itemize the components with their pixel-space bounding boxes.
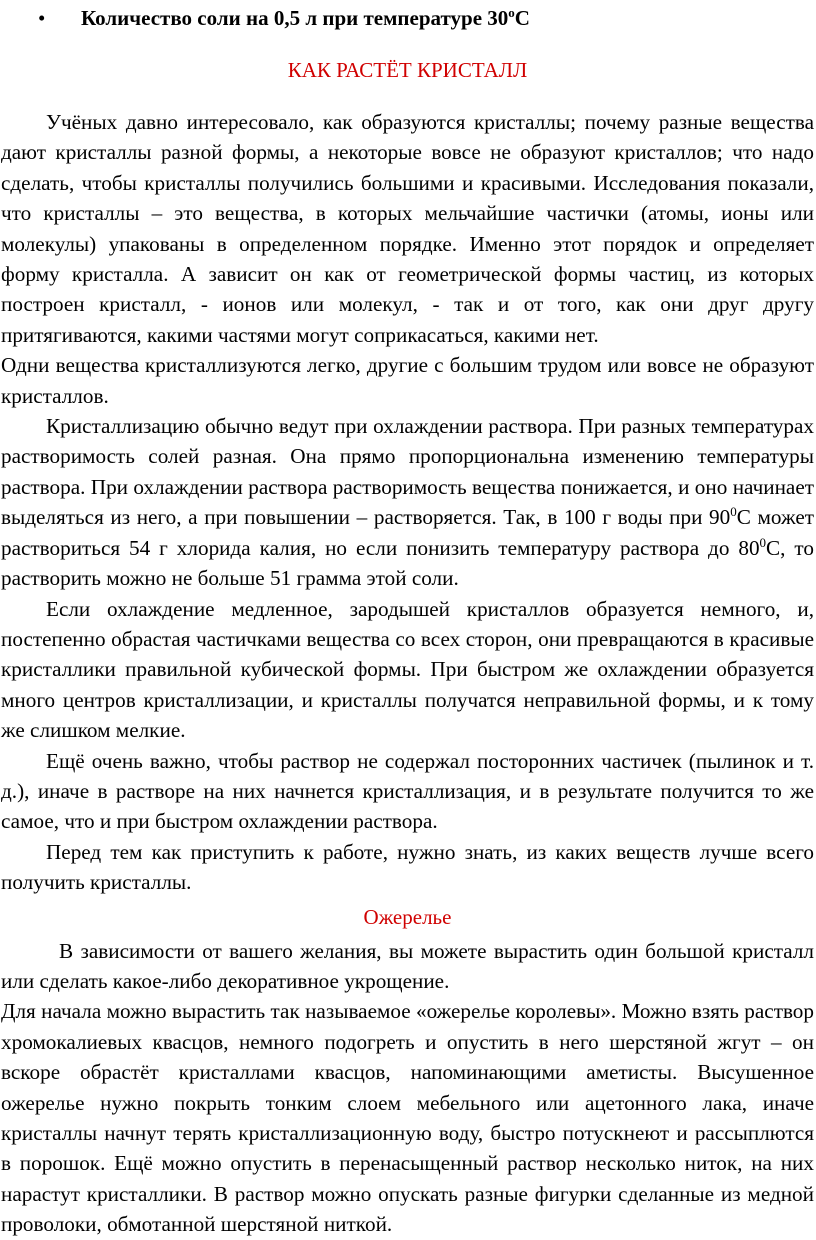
paragraph-cooling: Кристаллизацию обычно ведут при охлаждении раствора. При разных температурах растворимость солей разная. Она прямо пропорциональна изменению температуры раствора. При охлаждении раствора растворимость вещества понижается, и оно начинает выделяться из него, а при повышении – растворяется. Так, в 100 г воды при $90^0С$ может раствориться 54 г хлорида калия, но если понизить температуру раствора до $80^0С$, то растворить можно не больше 51 грамма этой соли.: [1, 414, 815, 591]
paragraph-necklace-method: Для начала можно вырастить так называемое «ожерелье королевы». Можно взять раствор хромокалиевых квасцов, немного подогреть и опустить в него шерстяной жгут – он вскоре обрастёт кристаллами квасцов, напоминающими аметисты. Высушенное ожерелье нужно покрыть тонким слоем мебельного или ацетонного лака, иначе кристаллы начнут терять кристаллизационную воду, быстро потускнеют и рассыплются в порошок. Ещё можно опустить в перенасыщенный раствор несколько ниток, на них нарастут кристаллики. В раствор можно опускать разные фигурки сделанные из медной проволоки, обмотанной шерстяной ниткой.: [1, 999, 814, 1237]
bullet-icon: •: [38, 6, 46, 30]
bullet-text: Количество соли на 0,5 л при температуре $30^оС$: [81, 5, 530, 30]
degree-superscript: о: [508, 5, 515, 20]
paragraph-slow-cooling: Если охлаждение медленное, зародышей кристаллов образуется немного, и, постепенно обрастая частичками вещества со всех сторон, они превращаются в красивые кристаллики правильной кубической формы. При быстром же охлаждении образуется много центров кристаллизации, и кристаллы получатся неправильной формы, и к тому же слишком мелкие.: [1, 596, 814, 743]
paragraph-necklace-intro: В зависимости от вашего желания, вы можете вырастить один большой кристалл или сделать какое-либо декоративное укрощение.: [1, 938, 814, 993]
paragraph-preparation: Перед тем как приступить к работе, нужно знать, из каких веществ лучше всего получить кристаллы.: [1, 839, 814, 895]
paragraph-purity: Ещё очень важно, чтобы раствор не содержал посторонних частичек (пылинок и т. д.), иначе в растворе на них начнется кристаллизация, и в результате получится то же самое, что и при быстром охлаждении раствора.: [1, 748, 814, 834]
necklace-title: Ожерелье: [363, 904, 452, 929]
paragraph-crystallize: Одни вещества кристаллизуются легко, другие с большим трудом или вовсе не образуют кристаллов.: [1, 353, 814, 408]
bullet-item: [1, 0, 814, 36]
main-title: КАК РАСТЁТ КРИСТАЛЛ: [287, 58, 528, 82]
paragraph-intro: Учёных давно интересовало, как образуются кристаллы; почему разные вещества дают кристаллы разной формы, а некоторые вовсе не образуют кристаллов; что надо сделать, чтобы кристаллы получились большими и красивыми. Исследования показали, что кристаллы – это вещества, в которых мельчайшие частички (атомы, ионы или молекулы) упакованы в определенном порядке. Именно этот порядок и определяет форму кристалла. А зависит он как от геометрической формы частиц, из которых построен кристалл, - ионов или молекул, - так и от того, как они друг другу притягиваются, какими частями могут соприкасаться, какими нет.: [1, 110, 814, 347]
